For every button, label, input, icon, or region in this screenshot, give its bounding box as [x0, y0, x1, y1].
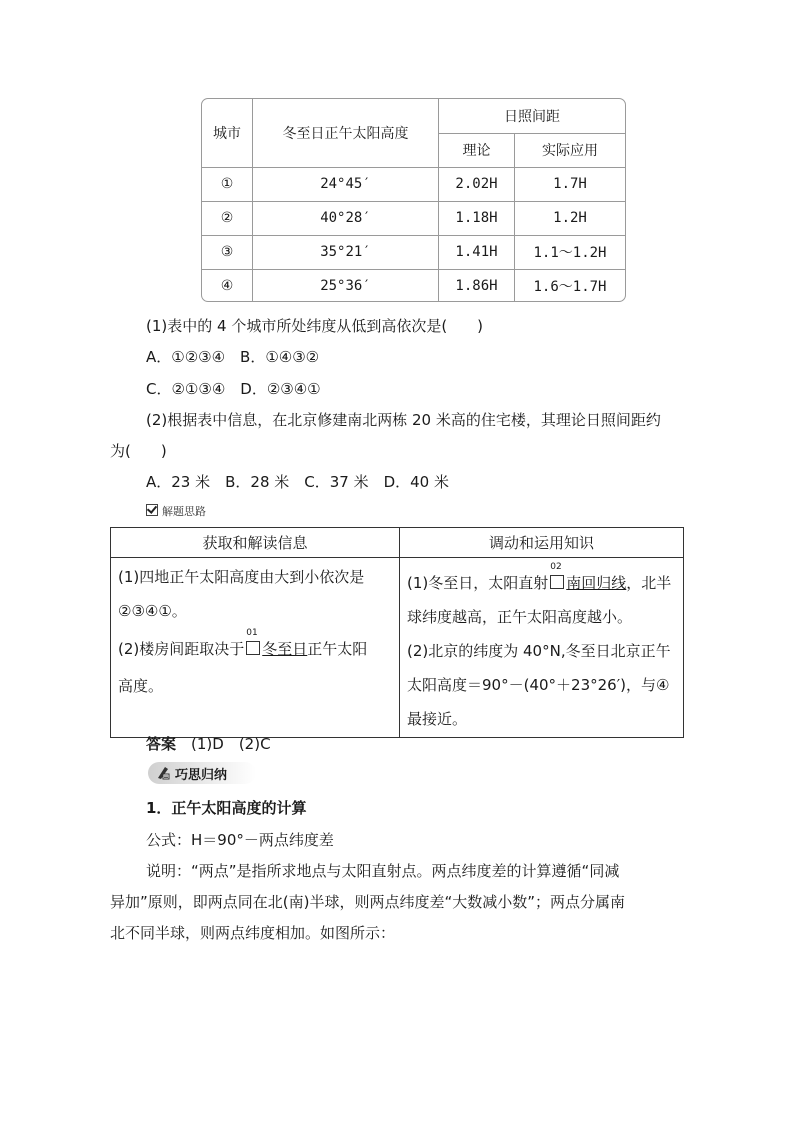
table-row — [202, 235, 625, 269]
table-row — [202, 167, 625, 201]
banner-title: 巧思归纳 — [175, 768, 228, 783]
theory-cell: 1.86H — [439, 269, 515, 302]
city-cell: ③ — [202, 235, 253, 269]
right-line-pre: (1)冬至日，太阳直射 — [407, 574, 549, 592]
marker-box-icon — [550, 562, 564, 589]
theory-cell: 2.02H — [439, 167, 515, 201]
formula-line: 公式：H＝90°－两点纬度差 — [146, 831, 334, 849]
right-cell — [400, 558, 684, 738]
answer-text: (1)D (2)C — [191, 735, 271, 753]
thought-table — [110, 527, 684, 738]
explain-line-1: 说明：“两点”是指所求地点与太阳直射点。两点纬度差的计算遵循“同减 — [146, 862, 620, 880]
header-applied: 实际应用 — [515, 133, 626, 167]
underlined-term: 冬至日 — [262, 640, 308, 658]
applied-cell: 1.1～1.2H — [515, 235, 626, 269]
applied-cell: 1.7H — [515, 167, 626, 201]
right-line: (2)北京的纬度为 40°N,冬至日北京正午 — [407, 642, 671, 660]
pen-note-icon — [156, 765, 170, 780]
q2-stem-line2: 为( ) — [110, 442, 167, 460]
thought-label-text: 解题思路 — [162, 505, 206, 518]
left-line-pre: (2)楼房间距取决于 — [118, 640, 245, 658]
marker-box-icon — [246, 628, 260, 655]
applied-cell: 1.2H — [515, 201, 626, 235]
header-city: 城市 — [202, 99, 253, 167]
latitude-sun-table — [201, 98, 626, 302]
angle-cell: 40°28′ — [253, 201, 439, 235]
left-line: ②③④①。 — [118, 602, 187, 620]
left-line: (1)四地正午太阳高度由大到小依次是 — [118, 568, 365, 586]
angle-cell: 25°36′ — [253, 269, 439, 302]
right-line — [401, 562, 682, 600]
city-cell: ② — [202, 201, 253, 235]
right-line: 最接近。 — [407, 710, 468, 728]
thought-label — [146, 503, 206, 519]
left-line — [112, 628, 398, 666]
marker-number: 02 — [550, 562, 562, 572]
marker-number: 01 — [246, 628, 258, 638]
right-line: 球纬度越高，正午太阳高度越小。 — [407, 608, 633, 626]
table-row — [202, 269, 625, 302]
theory-cell: 1.41H — [439, 235, 515, 269]
explain-line-2: 异加”原则，即两点同在北(南)半球，则两点纬度差“大数减小数”；两点分属南 — [110, 893, 626, 911]
left-line-post: 正午太阳 — [307, 640, 368, 658]
header-extract-info: 获取和解读信息 — [111, 528, 400, 558]
header-theory: 理论 — [439, 133, 515, 167]
city-cell: ① — [202, 167, 253, 201]
q1-options-cd: C．②①③④ D．②③④① — [146, 380, 321, 398]
q2-options: A．23 米 B．28 米 C．37 米 D．40 米 — [146, 473, 449, 491]
header-noon-altitude: 冬至日正午太阳高度 — [253, 99, 439, 167]
table-row — [202, 201, 625, 235]
theory-cell: 1.18H — [439, 201, 515, 235]
q1-stem: (1)表中的 4 个城市所处纬度从低到高依次是( ) — [146, 317, 484, 335]
header-apply-knowledge: 调动和运用知识 — [400, 528, 684, 558]
checkbox-icon — [146, 504, 158, 516]
right-line-post: ，北半 — [626, 574, 672, 592]
header-sun-spacing: 日照间距 — [439, 99, 626, 133]
q1-options-ab: A．①②③④ B．①④③② — [146, 348, 320, 366]
left-line: 高度。 — [118, 677, 164, 695]
right-line: 太阳高度＝90°－(40°＋23°26′)，与④ — [407, 676, 670, 694]
summary-banner — [148, 762, 256, 784]
answer-line — [146, 733, 271, 754]
city-cell: ④ — [202, 269, 253, 302]
section-title: 1．正午太阳高度的计算 — [146, 799, 307, 817]
explain-line-3: 北不同半球，则两点纬度相加。如图所示： — [110, 924, 396, 942]
angle-cell: 24°45′ — [253, 167, 439, 201]
left-cell — [111, 558, 400, 738]
applied-cell: 1.6～1.7H — [515, 269, 626, 302]
answer-label: 答案 — [146, 735, 177, 753]
angle-cell: 35°21′ — [253, 235, 439, 269]
q2-stem-line1: (2)根据表中信息，在北京修建南北两栋 20 米高的住宅楼，其理论日照间距约 — [146, 411, 661, 429]
underlined-term: 南回归线 — [566, 574, 627, 592]
